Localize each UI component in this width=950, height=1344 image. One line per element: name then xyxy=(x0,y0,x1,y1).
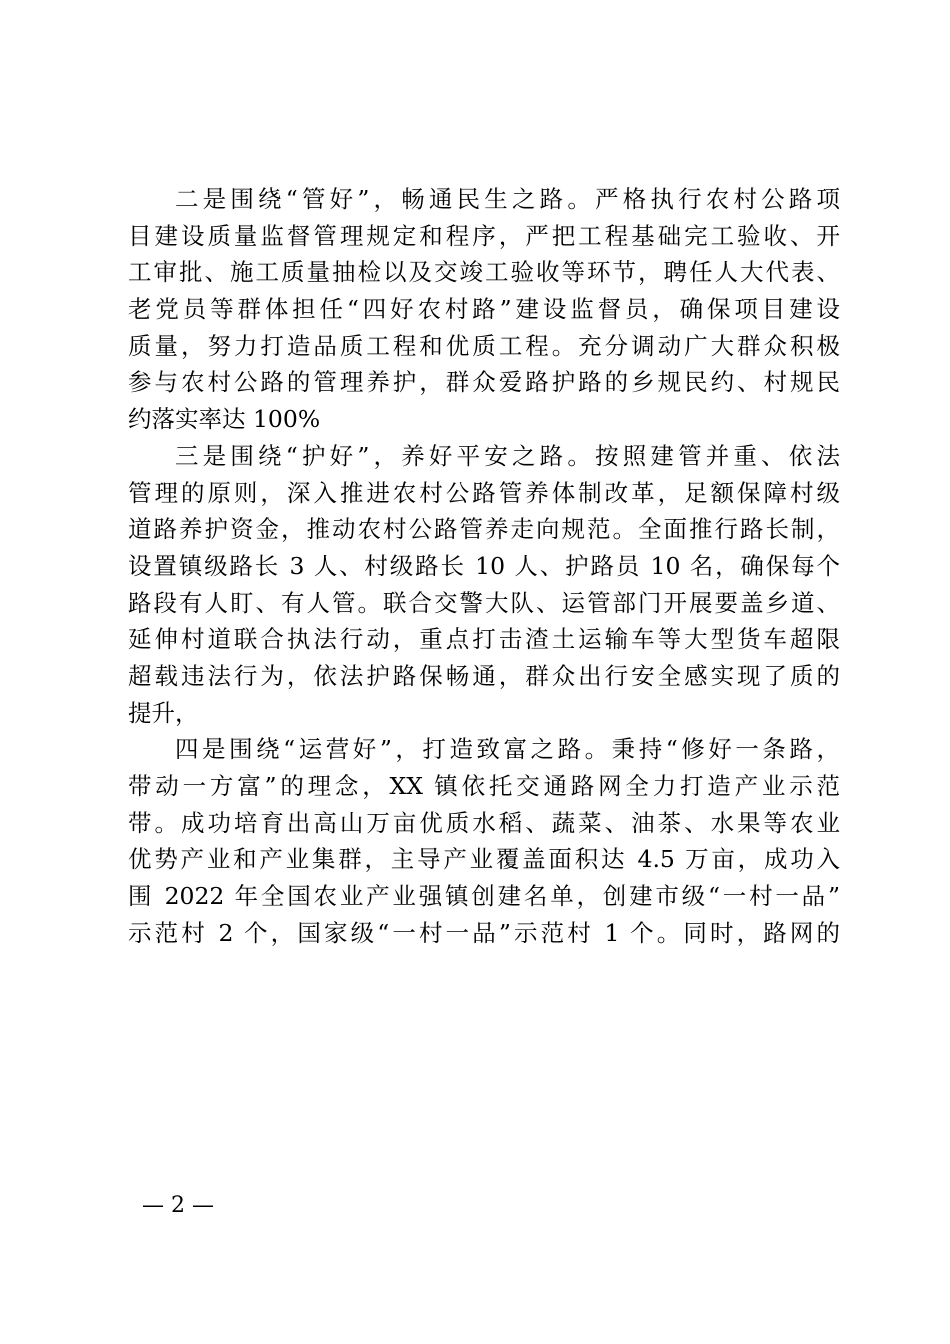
paragraph-operation xyxy=(128,731,840,951)
paragraph-line: 延伸村道联合执法行动，重点打击渣土运输车等大型货车超限 xyxy=(128,625,840,654)
paragraph-line: 质量，努力打造品质工程和优质工程。充分调动广大群众积极 xyxy=(128,331,840,360)
paragraph-management xyxy=(128,181,840,438)
paragraph-line: 路段有人盯、有人管。联合交警大队、运管部门开展要盖乡道、 xyxy=(128,588,840,617)
paragraph-line: 超载违法行为，依法护路保畅通，群众出行安全感实现了质的 xyxy=(128,661,840,690)
paragraph-line: 参与农村公路的管理养护，群众爱路护路的乡规民约、村规民 xyxy=(128,368,840,397)
paragraph-line: 三是围绕“护好”，养好平安之路。按照建管并重、依法 xyxy=(175,441,840,470)
paragraph-line: 管理的原则，深入推进农村公路管养体制改革，足额保障村级 xyxy=(128,478,840,507)
document-body xyxy=(128,181,840,951)
paragraph-line: 围 2022 年全国农业产业强镇创建名单，创建市级“一村一品” xyxy=(128,882,840,911)
paragraph-line: 带。成功培育出高山万亩优质水稻、蔬菜、油茶、水果等农业 xyxy=(128,808,840,837)
page-number: — 2 — xyxy=(142,1193,214,1218)
paragraph-line: 示范村 2 个，国家级“一村一品”示范村 1 个。同时，路网的 xyxy=(128,918,840,947)
paragraph-line: 设置镇级路长 3 人、村级路长 10 人、护路员 10 名，确保每个 xyxy=(128,551,840,580)
paragraph-line: 优势产业和产业集群，主导产业覆盖面积达 4.5 万亩，成功入 xyxy=(128,845,840,874)
paragraph-maintenance xyxy=(128,438,840,732)
paragraph-line: 工审批、施工质量抽检以及交竣工验收等环节，聘任人大代表、 xyxy=(128,258,840,287)
paragraph-line: 道路养护资金，推动农村公路管养走向规范。全面推行路长制， xyxy=(128,515,840,544)
paragraph-line: 带动一方富”的理念，XX 镇依托交通路网全力打造产业示范 xyxy=(128,772,840,800)
paragraph-line: 目建设质量监督管理规定和程序，严把工程基础完工验收、开 xyxy=(128,221,840,250)
paragraph-line: 四是围绕“运营好”，打造致富之路。秉持“修好一条路， xyxy=(175,735,840,764)
paragraph-line: 二是围绕“管好”，畅通民生之路。严格执行农村公路项 xyxy=(175,185,840,213)
paragraph-line: 约落实率达 100% xyxy=(128,405,321,434)
paragraph-line: 老党员等群体担任“四好农村路”建设监督员，确保项目建设 xyxy=(128,295,840,324)
paragraph-line: 提升， xyxy=(128,698,199,727)
